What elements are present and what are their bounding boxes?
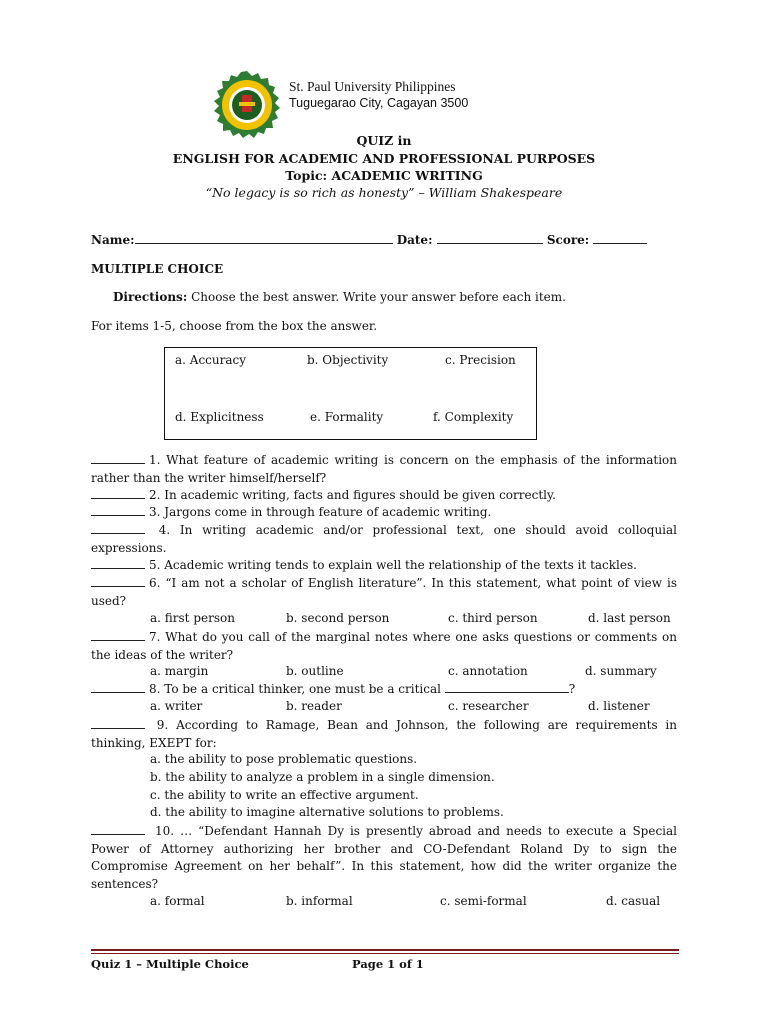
choice-option: c. third person: [448, 611, 538, 625]
question-2: [91, 487, 677, 505]
directions-label: Directions:: [113, 290, 188, 304]
question-text: 2. In academic writing, facts and figures should be given correctly.: [149, 488, 556, 502]
question-9: [91, 717, 677, 752]
choice-option: d. listener: [588, 699, 650, 713]
inline-blank[interactable]: [445, 681, 569, 693]
choice-option: a. margin: [150, 664, 209, 678]
footer-page-number: Page 1 of 1: [352, 957, 424, 971]
question-7: [91, 629, 677, 664]
question-10: [91, 823, 677, 893]
quote: “No legacy is so rich as honesty” – William Shakespeare: [205, 185, 563, 200]
score-label: Score:: [546, 233, 590, 247]
directions: [113, 288, 713, 306]
answer-blank[interactable]: [91, 575, 145, 587]
answer-blank[interactable]: [91, 681, 145, 693]
choice-option: a. writer: [150, 699, 203, 713]
choice-option: d. casual: [606, 894, 661, 908]
question-5: [91, 557, 677, 575]
section-title: MULTIPLE CHOICE: [91, 262, 224, 276]
answer-blank[interactable]: [91, 522, 145, 534]
choice-option: c. researcher: [448, 699, 529, 713]
question-1: [91, 452, 677, 487]
question-4: [91, 522, 677, 557]
date-label: Date:: [396, 233, 433, 247]
question-text: 4. In writing academic and/or professional text, one should avoid colloquial expressions.: [91, 523, 677, 555]
question-text: 6. “I am not a scholar of English literature”. In this statement, what point of view is used?: [91, 576, 677, 608]
footer-rule: [91, 949, 679, 951]
question-text: 7. What do you call of the marginal notes where one asks questions or comments on the ideas of the writer?: [91, 630, 677, 662]
choice-option: b. second person: [286, 611, 390, 625]
subject-title: ENGLISH FOR ACADEMIC AND PROFESSIONAL PURPOSES: [172, 151, 596, 166]
choice-option: d. last person: [588, 611, 671, 625]
choice-option: b. the ability to analyze a problem in a single dimension.: [150, 770, 495, 784]
box-option: a. Accuracy: [175, 353, 247, 367]
choice-option: d. summary: [585, 664, 657, 678]
quiz-label: QUIZ in: [356, 133, 412, 148]
answer-options-box: [164, 347, 537, 440]
box-option: c. Precision: [445, 353, 516, 367]
answer-blank[interactable]: [91, 629, 145, 641]
topic-title: Topic: ACADEMIC WRITING: [285, 168, 483, 183]
choice-option: a. first person: [150, 611, 235, 625]
box-option: e. Formality: [310, 410, 384, 424]
question-text: 9. According to Ramage, Bean and Johnson, the following are requirements in thinking, EXEPT for:: [91, 718, 677, 750]
question-8: [91, 681, 677, 699]
footer-rule-thin: [91, 953, 679, 954]
choice-option: d. the ability to imagine alternative solutions to problems.: [150, 805, 504, 819]
answer-blank[interactable]: [91, 504, 145, 516]
answer-blank[interactable]: [91, 717, 145, 729]
question-text: 10. … “Defendant Hannah Dy is presently abroad and needs to execute a Special Power of Attorney authorizing her brother and CO-Defendant Roland Dy to sign the Compromise Agreement on her behalf”. In this statement, how did the writer organize the sentences?: [91, 824, 677, 891]
footer-quiz-label: Quiz 1 – Multiple Choice: [91, 957, 249, 971]
name-label: Name:: [91, 233, 135, 247]
box-option: d. Explicitness: [175, 410, 264, 424]
university-name: St. Paul University Philippines: [289, 79, 456, 94]
choice-option: c. the ability to write an effective argument.: [150, 788, 419, 802]
box-option: f. Complexity: [433, 410, 514, 424]
answer-blank[interactable]: [91, 823, 145, 835]
date-field[interactable]: [437, 232, 543, 244]
choice-option: b. outline: [286, 664, 344, 678]
student-info-row: [91, 231, 691, 249]
question-6: [91, 575, 677, 610]
choice-option: c. semi-formal: [440, 894, 527, 908]
items-note: For items 1-5, choose from the box the answer.: [91, 319, 378, 333]
question-3: [91, 504, 677, 522]
choice-option: a. formal: [150, 894, 205, 908]
choice-option: c. annotation: [448, 664, 528, 678]
question-text: 3. Jargons come in through feature of academic writing.: [149, 505, 492, 519]
score-field[interactable]: [593, 232, 647, 244]
answer-blank[interactable]: [91, 557, 145, 569]
answer-blank[interactable]: [91, 452, 145, 464]
name-field[interactable]: [135, 232, 393, 244]
university-location: Tuguegarao City, Cagayan 3500: [289, 96, 469, 110]
question-text: 1. What feature of academic writing is concern on the emphasis of the information rather than the writer himself/herself?: [91, 453, 677, 485]
question-text: 8. To be a critical thinker, one must be a critical: [149, 682, 445, 696]
question-text: 5. Academic writing tends to explain well the relationship of the texts it tackles.: [149, 558, 637, 572]
choice-option: b. informal: [286, 894, 353, 908]
box-option: b. Objectivity: [307, 353, 389, 367]
question-text-end: ?: [568, 682, 576, 696]
answer-blank[interactable]: [91, 487, 145, 499]
choice-option: b. reader: [286, 699, 342, 713]
university-seal-icon: [212, 70, 282, 140]
directions-text: Choose the best answer. Write your answer before each item.: [187, 290, 566, 304]
choice-option: a. the ability to pose problematic questions.: [150, 752, 418, 766]
